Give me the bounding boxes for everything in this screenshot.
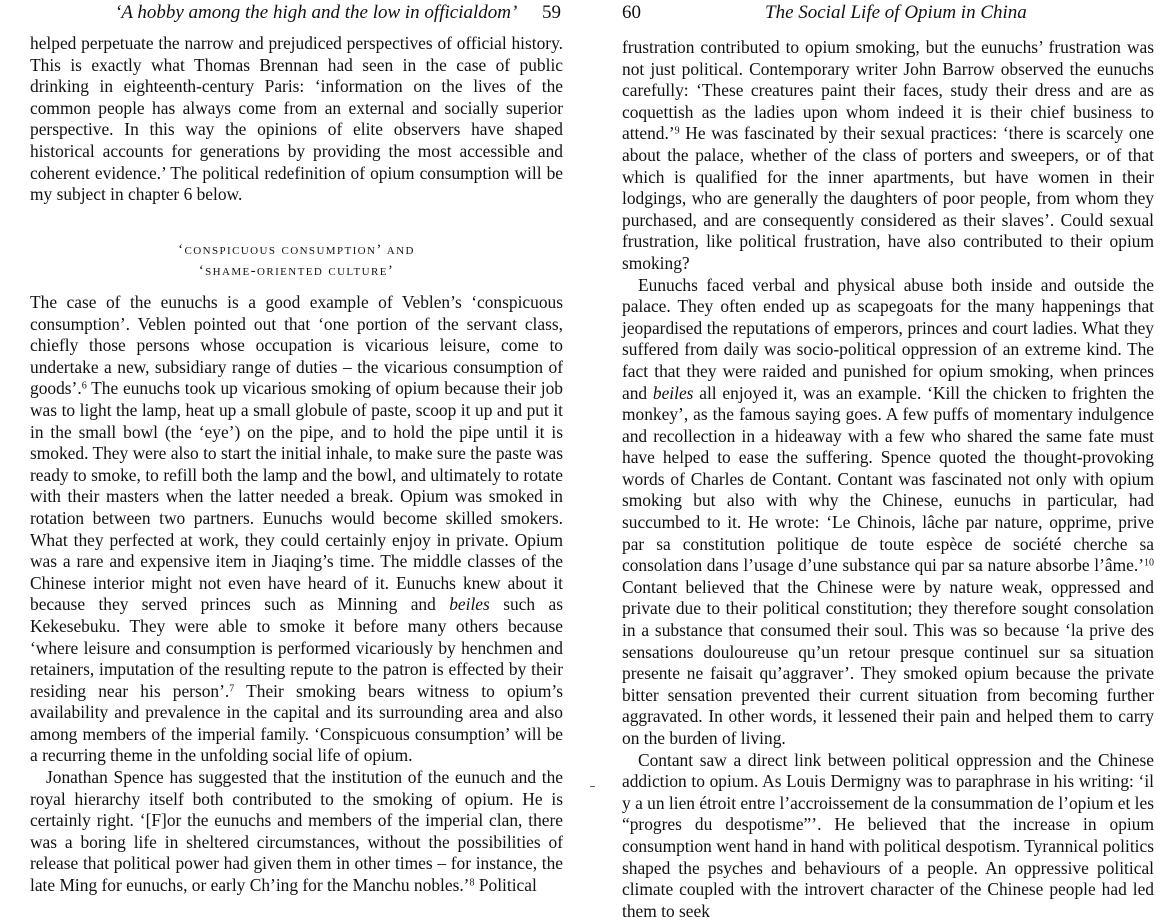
right-body <box>622 37 1154 922</box>
text-run: He was fascinated by their sexual practices: ‘there is scarcely one about the palace, whether of the class of porters and sweepers, or of that which is qualified for the inner apartments, but have women in their lodgings, who are generally the daughters of poor people, from whom they purchased, and are consequently considered as their slaves’. Could sexual frustration, like political frustration, have also contributed to their opium smoking? <box>622 123 1154 273</box>
left-body-top <box>30 33 563 206</box>
text-run: such as Kekesebuku. They were able to smoke it before many others because ‘where leisure and consumption is performed vicariously by henchmen and retainers, imputation of the resulting repute to the patron is effected by their residing near his person’. <box>30 594 563 701</box>
right-page-number: 60 <box>622 2 641 23</box>
text-run: The case of the eunuchs is a good example of Veblen’s ‘conspicuous consumption’. Veblen pointed out that ‘one portion of the servant class, chiefly those persons whose occupation is vicarious leisure, come to undertake a new, subsidiary range of duties – the vicarious consumption of goods’. <box>30 292 563 399</box>
left-running-head: ‘A hobby among the high and the low in officialdom’ <box>115 2 518 23</box>
right-page-header <box>622 2 1154 26</box>
right-paragraph-3: Contant saw a direct link between political oppression and the Chinese addiction to opium. As Louis Dermigny was to paraphrase in his writing: ‘il y a un lien étroit entre l’accroissement de la consummation de l’opium et les “progres du despotisme”’. He believed that the increase in opium consumption went hand in hand with political despotism. Tyrannical politics shaped the psyches and behaviours of a people. An oppressive political climate coupled with the introvert character of the Chinese people had led them to seek <box>622 749 1154 921</box>
text-run: Eunuchs faced verbal and physical abuse both inside and outside the palace. They often ended up as scapegoats for the many happenings that jeopardised the reputations of emperors, princes and court ladies. What they suffered from daily was socio-political oppression of an extreme kind. The fact that they were raided and punished for opium smoking, when princes and <box>622 274 1154 403</box>
gutter-mark <box>590 786 595 787</box>
footnote-ref-7: 7 <box>229 683 235 695</box>
left-paragraph-3 <box>30 767 563 897</box>
footnote-ref-6: 6 <box>81 380 87 392</box>
italic-term: beiles <box>449 594 490 615</box>
footnote-ref-8: 8 <box>469 877 475 889</box>
left-page <box>30 0 563 907</box>
text-run: Their smoking bears witness to opium’s availability and prevalence in the capital and its surrounding area and also among members of the imperial family. ‘Conspicuous consumption’ will be a recurring theme in the unfolding social life of opium. <box>30 680 563 766</box>
right-paragraph-2 <box>622 275 1154 750</box>
left-page-number: 59 <box>542 2 561 23</box>
section-heading-line-2: ‘shame-oriented culture’ <box>198 263 395 279</box>
italic-term: beiles <box>652 382 694 403</box>
text-run: all enjoyed it, was an example. ‘Kill the chicken to frighten the monkey’, as the famous saying goes. A few puffs of momentary indulgence and recollection in a hideaway with a few who shared the same fate must have helped to ease the suffering. Spence quoted the thought-provoking words of Charles de Contant. Contant was fascinated not only with opium smoking but also with why the Chinese, eunuchs in particular, had succumbed to it. He wrote: ‘Le Chinois, lâche par nature, opprime, prive par sa constitution politique de toute espèce de société cherche sa consolation dans l’usage d’une substance qui par sa nature absorbe l’âme.’ <box>622 382 1154 576</box>
text-run: frustration contributed to opium smoking, but the eunuchs’ frustration was not just political. Contemporary writer John Barrow observed the eunuchs carefully: ‘These creatures paint their faces, study their dress and are as coquettish as the ladies upon whom indeed it is their chief business to attend.’ <box>622 37 1154 144</box>
right-running-head: The Social Life of Opium in China <box>765 2 1027 23</box>
section-heading-line-1: ‘conspicuous consumption’ and <box>178 242 415 258</box>
text-run: Contant believed that the Chinese were by nature weak, oppressed and private due to their political constitution; they therefore sought consolation in a substance that consumed their soul. This was so because ‘la prive des sensations douloureuse qu’un retour presque continuel sur sa situation presente ne faisait qu’aggraver’. They smoked opium because the private bitter sensation prevented their current situation from becoming further aggravated. In other words, it lessened their pain and helped them to carry on the burden of living. <box>622 576 1154 748</box>
left-page-header <box>30 2 563 26</box>
text-run: Jonathan Spence has suggested that the institution of the eunuch and the royal hierarchy itself both contributed to the smoking of opium. He is certainly right. ‘[F]or the eunuchs and members of the imperial clan, there was a boring life in sheltered circumstances, without the possibilities of release that political power had given them in other times – for instance, the late Ming for eunuchs, or early Ch’ing for the Manchu nobles.’ <box>30 767 563 896</box>
footnote-ref-10: 10 <box>1144 557 1154 569</box>
text-run: Political <box>474 875 537 896</box>
left-paragraph-2 <box>30 292 563 767</box>
right-page <box>622 0 1154 921</box>
footnote-ref-9: 9 <box>674 125 680 137</box>
text-run: The eunuchs took up vicarious smoking of opium because their job was to light the lamp, heat up a small globule of paste, scoop it up and put it in the small bowl (the ‘eye’) on the pipe, and to hold the pipe until it is smoked. They were also to start the initial inhale, to make sure the paste was ready to smoke, to refill both the lamp and the bowl, and ultimately to rotate with their masters when the latter needed a break. Opium was smoked in rotation between two partners. Eunuchs would become skilled smokers. What they perfected at work, they could certainly enjoy in private. Opium was a rare and expensive item in Jiaqing’s time. The middle classes of the Chinese interior might not even have heard of it. Eunuchs knew about it because they served princes such as Minning and <box>30 378 563 615</box>
right-paragraph-1 <box>622 37 1154 275</box>
section-heading <box>30 240 563 282</box>
left-paragraph-1: helped perpetuate the narrow and prejudiced perspectives of official history. This is exactly what Thomas Brennan had seen in the case of public drinking in eighteenth-century Paris: ‘information on the lives of the common people has always come from an external and socially superior perspective. In this way the opinions of elite observers have shaped historical accounts for generations by providing the most accessible and coherent evidence.’ The political redefinition of opium consumption will be my subject in chapter 6 below. <box>30 33 563 205</box>
left-body-bottom <box>30 292 563 897</box>
